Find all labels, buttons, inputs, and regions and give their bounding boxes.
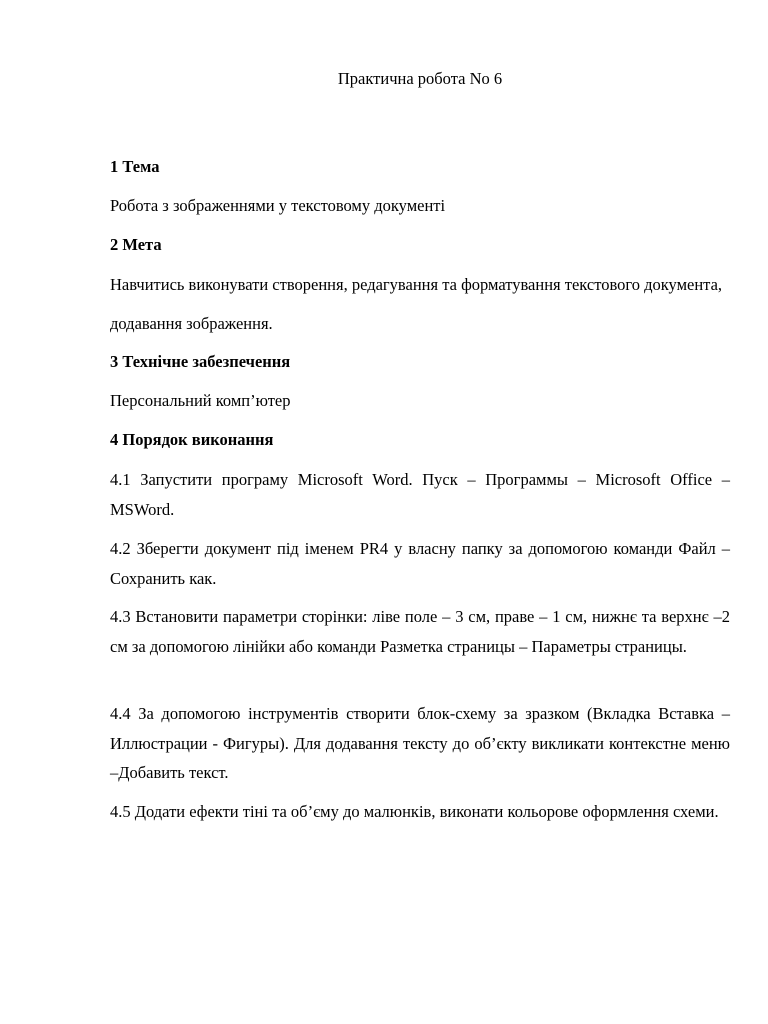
goal-text: Навчитись виконувати створення, редагування та форматування текстового документа, додавання зображення. <box>110 275 723 333</box>
document-title: Практична робота No 6 <box>337 69 503 88</box>
procedure-heading: 4 Порядок виконання <box>110 430 274 449</box>
topic-heading: 1 Тема <box>110 157 160 176</box>
step-4-3: 4.3 Встановити параметри сторінки: ліве поле – 3 см, праве – 1 см, нижнє та верхнє –2 см за допомогою лінійки або команди Разметка страницы – Параметры страницы. <box>110 607 730 656</box>
step-4-1: 4.1 Запустити програму Microsoft Word. Пуск – Программы – Microsoft Office – MSWord. <box>110 470 730 519</box>
step-4-2: 4.2 Зберегти документ під іменем PR4 у власну папку за допомогою команди Файл –Сохранить как. <box>110 539 730 588</box>
step-4-5: 4.5 Додати ефекти тіні та об’єму до малюнків, виконати кольорове оформлення схеми. <box>110 802 719 821</box>
topic-text: Робота з зображеннями у текстовому документі <box>110 196 446 215</box>
step-4-4: 4.4 За допомогою інструментів створити блок-схему за зразком (Вкладка Вставка –Иллюстрации - Фигуры). Для додавання тексту до об’єкту викликати контекстне меню –Добавить текст. <box>110 704 730 782</box>
hardware-heading: 3 Технічне забезпечення <box>110 352 291 371</box>
goal-heading: 2 Мета <box>110 235 162 254</box>
hardware-text: Персональний комп’ютер <box>110 391 291 410</box>
